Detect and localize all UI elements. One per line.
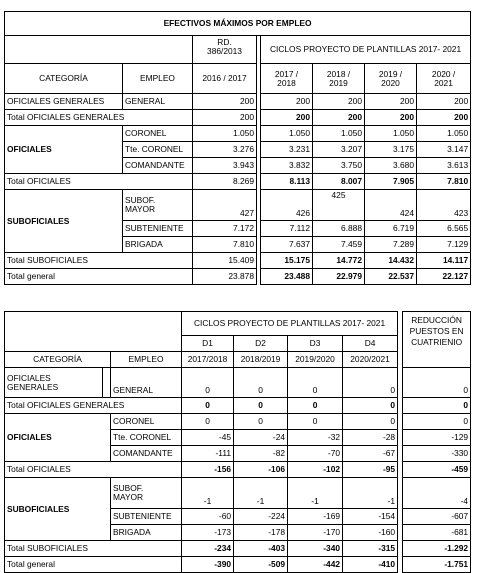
table-row: OFICIALES GENERALES GENERAL 0 0 0 0 0	[5, 368, 471, 398]
category-suboficiales: SUBOFICIALES	[5, 190, 123, 253]
table-row: OFICIALES GENERALES GENERAL 200 200 200 200 200	[5, 94, 471, 110]
table-row: SUBOFICIALES SUBOF. MAYOR 427 426 425 424 423	[5, 190, 471, 221]
rd-header	[193, 36, 257, 64]
grand-total-row: Total general 23.878 23.488 22.979 22.537 22.127	[5, 269, 471, 285]
rd-label: RD.	[217, 37, 232, 47]
table-row: OFICIALES CORONEL 1.050 1.050 1.050 1.050 1.050	[5, 126, 471, 142]
period-header: 2017 / 2018	[261, 64, 313, 94]
col-categoria: CATEGORÍA	[5, 64, 123, 94]
table-row: SUBTENIENTE -60 -224 -169 -154 -607	[5, 509, 471, 525]
blank-cell	[5, 312, 182, 336]
total-row: Total OFICIALES GENERALES 0 0 0 0 0	[5, 398, 471, 414]
period-header: 2019 / 2020	[365, 64, 417, 94]
table-row: Tte. CORONEL -45 -24 -32 -28 -129	[5, 430, 471, 446]
category-oficiales: OFICIALES	[5, 414, 111, 462]
table-row: BRIGADA -173 -178 -170 -160 -681	[5, 525, 471, 541]
cycles-header: CICLOS PROYECTO DE PLANTILLAS 2017- 2021	[261, 36, 471, 64]
total-row: Total OFICIALES 8.269 8.113 8.007 7.905 7.810	[5, 174, 471, 190]
total-row: Total OFICIALES -156 -106 -102 -95 -459	[5, 462, 471, 478]
period-header: 2020 / 2021	[417, 64, 471, 94]
total-row: Total SUBOFICIALES 15.409 15.175 14.772 14.432 14.117	[5, 253, 471, 269]
table-row: SUBTENIENTE 7.172 7.112 6.888 6.719 6.565	[5, 221, 471, 237]
table-row: OFICIALES CORONEL 0 0 0 0 0	[5, 414, 471, 430]
total-row: Total SUBOFICIALES -234 -403 -340 -315 -1.292	[5, 541, 471, 557]
rd-code: 386/2013	[207, 45, 242, 56]
cycles-header: CICLOS PROYECTO DE PLANTILLAS 2017- 2021	[182, 312, 398, 336]
reduction-header: REDUCCIÓN PUESTOS EN CUATRIENIO	[403, 312, 471, 368]
col-empleo: EMPLEO	[123, 64, 193, 94]
table-row: Tte. CORONEL 3.276 3.231 3.207 3.175 3.147	[5, 142, 471, 158]
table-row: BRIGADA 7.810 7.637 7.459 7.289 7.129	[5, 237, 471, 253]
period-header: 2018 / 2019	[313, 64, 365, 94]
table-row: COMANDANTE 3.943 3.832 3.750 3.680 3.613	[5, 158, 471, 174]
table1-title: EFECTIVOS MÁXIMOS POR EMPLEO	[5, 12, 471, 36]
col-empleo: EMPLEO	[111, 352, 182, 368]
table-row: SUBOFICIALES SUBOF. MAYOR -1 -1 -1 -1 -4	[5, 478, 471, 509]
col-categoria: CATEGORÍA	[5, 352, 111, 368]
table-row: COMANDANTE -111 -82 -70 -67 -330	[5, 446, 471, 462]
blank-cell	[5, 36, 193, 64]
rd-period: 2016 / 2017	[193, 64, 257, 94]
effectives-table	[4, 11, 471, 285]
grand-total-row: Total general -390 -509 -442 -410 -1.751	[5, 557, 471, 573]
total-row: Total OFICIALES GENERALES 200 200 200 200 200	[5, 110, 471, 126]
category-suboficiales: SUBOFICIALES	[5, 478, 111, 541]
category-oficiales: OFICIALES	[5, 126, 123, 174]
reductions-table: CICLOS PROYECTO DE PLANTILLAS 2017- 2021 REDUCCIÓN PUESTOS EN CUATRIENIO D1 D2 D3 D4 CATEGORÍA EMPLEO 2017/2018 2018/2019 2019/2020 2020/2021 OFICIALES GENERALES GENERAL 0 0 0 0 0 Total OFICIALES GENERALES 0 0 0 0 0 OFICIALES CORONEL 0 0 0 0 0 Tte. CORONEL -45 -24 -32 -28 -129 COMANDANTE -111 -82 -70 -67 -330 Total OFICIALES -156 -106 -102 -95 -459 SUBOFICIALES SUBOF. MAYOR -1 -1 -1 -1 -4 SUBTENIENTE -60 -224 -169 -154 -607 BRIGADA -173 -178 -170 -160 -681 Total SUBOFICIALES -234 -403 -340 -315 -1.292 Total general -390 -509 -442 -410 -1.751	[4, 311, 471, 573]
